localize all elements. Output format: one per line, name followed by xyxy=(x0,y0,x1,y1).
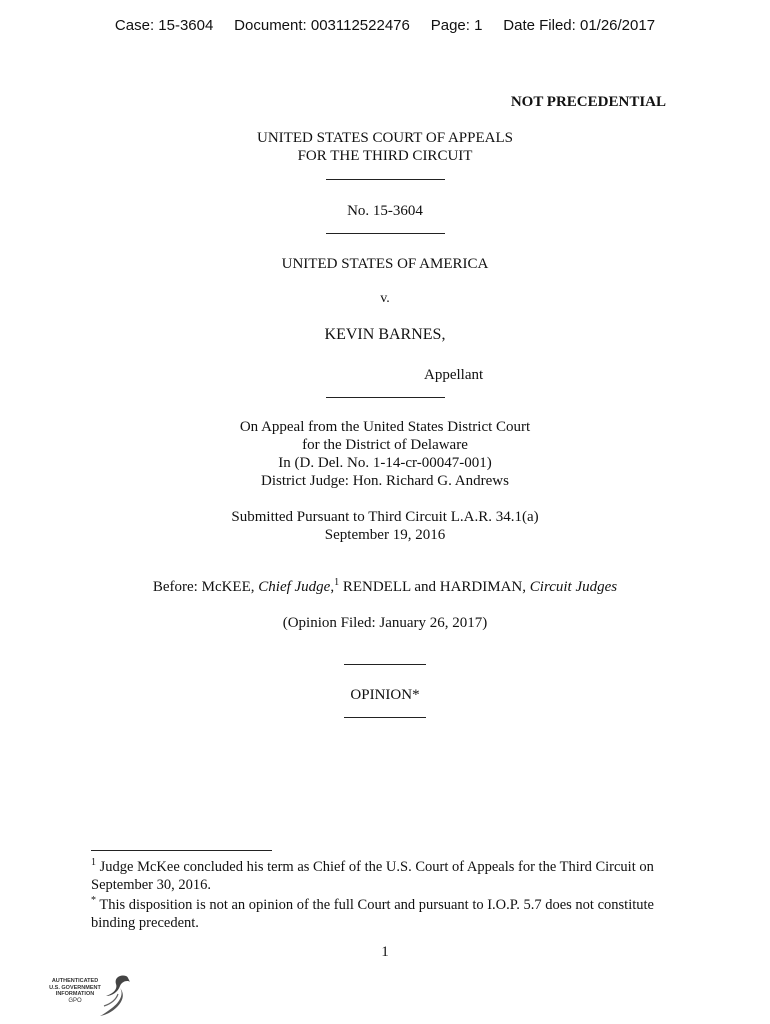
divider-2 xyxy=(326,233,445,234)
circuit-judges-title: Circuit Judges xyxy=(529,579,618,595)
footnote-1 xyxy=(91,858,691,894)
before-prefix: Before: McKEE, xyxy=(152,579,259,595)
header-page: Page: 1 xyxy=(430,17,483,34)
opinion-filed-date: (Opinion Filed: January 26, 2017) xyxy=(282,615,488,631)
chief-judge-title: Chief Judge xyxy=(258,579,331,595)
plaintiff-name: UNITED STATES OF AMERICA xyxy=(281,256,489,272)
appellant-label: Appellant xyxy=(424,367,484,383)
divider-1 xyxy=(326,179,445,180)
footnote-divider xyxy=(91,850,272,851)
gpo-logo-text xyxy=(44,978,106,1004)
defendant-name: KEVIN BARNES, xyxy=(324,326,446,343)
gpo-logo-line-1: AUTHENTICATED xyxy=(51,978,99,984)
header-date-filed: Date Filed: 01/26/2017 xyxy=(503,17,656,34)
court-line-2: FOR THE THIRD CIRCUIT xyxy=(297,148,473,164)
gpo-logo-line-2: U.S. GOVERNMENT xyxy=(49,984,101,991)
eagle-icon xyxy=(98,972,134,1018)
versus-label: v. xyxy=(380,291,390,306)
footnote-ref-star: * xyxy=(412,687,420,703)
gpo-logo-line-3: INFORMATION xyxy=(55,991,95,997)
header-case: Case: 15-3604 xyxy=(114,17,214,34)
appeal-info xyxy=(0,418,770,490)
submission-info xyxy=(0,508,770,544)
submission-line-1: Submitted Pursuant to Third Circuit L.A.R. 34.1(a) xyxy=(231,509,539,525)
divider-3 xyxy=(326,397,445,398)
gpo-authenticated-logo xyxy=(44,972,134,1018)
case-number: No. 15-3604 xyxy=(347,203,423,219)
appeal-line-4: District Judge: Hon. Richard G. Andrews xyxy=(261,473,509,489)
not-precedential-label: NOT PRECEDENTIAL xyxy=(510,94,666,110)
opinion-heading xyxy=(0,686,770,704)
footnote-star-mark: * xyxy=(91,895,96,907)
opinion-title: OPINION xyxy=(350,687,413,703)
court-line-1: UNITED STATES COURT OF APPEALS xyxy=(257,130,513,146)
header-document: Document: 003112522476 xyxy=(234,17,410,34)
submission-line-2: September 19, 2016 xyxy=(324,527,446,543)
divider-5 xyxy=(344,717,426,718)
footnote-1-text: Judge McKee concluded his term as Chief of the U.S. Court of Appeals for the Third Circuit on September 30, 2016. xyxy=(91,859,654,893)
footnote-star xyxy=(91,896,691,932)
before-middle: RENDELL and HARDIMAN, xyxy=(339,579,530,595)
divider-4 xyxy=(344,664,426,665)
appeal-line-2: for the District of Delaware xyxy=(302,437,468,453)
footnote-star-text: This disposition is not an opinion of the full Court and pursuant to I.O.P. 5.7 does not constitute binding precedent. xyxy=(91,897,654,931)
court-name xyxy=(0,129,770,165)
page-number: 1 xyxy=(381,944,389,960)
appeal-line-3: In (D. Del. No. 1-14-cr-00047-001) xyxy=(278,455,492,471)
filing-header xyxy=(0,17,770,34)
panel-judges xyxy=(0,578,770,596)
gpo-logo-line-4: GPO xyxy=(68,997,82,1004)
footnote-ref-1: 1 xyxy=(334,577,340,588)
comma: , xyxy=(330,579,335,595)
footnote-1-mark: 1 xyxy=(91,857,96,869)
appeal-line-1: On Appeal from the United States District Court xyxy=(239,419,531,435)
